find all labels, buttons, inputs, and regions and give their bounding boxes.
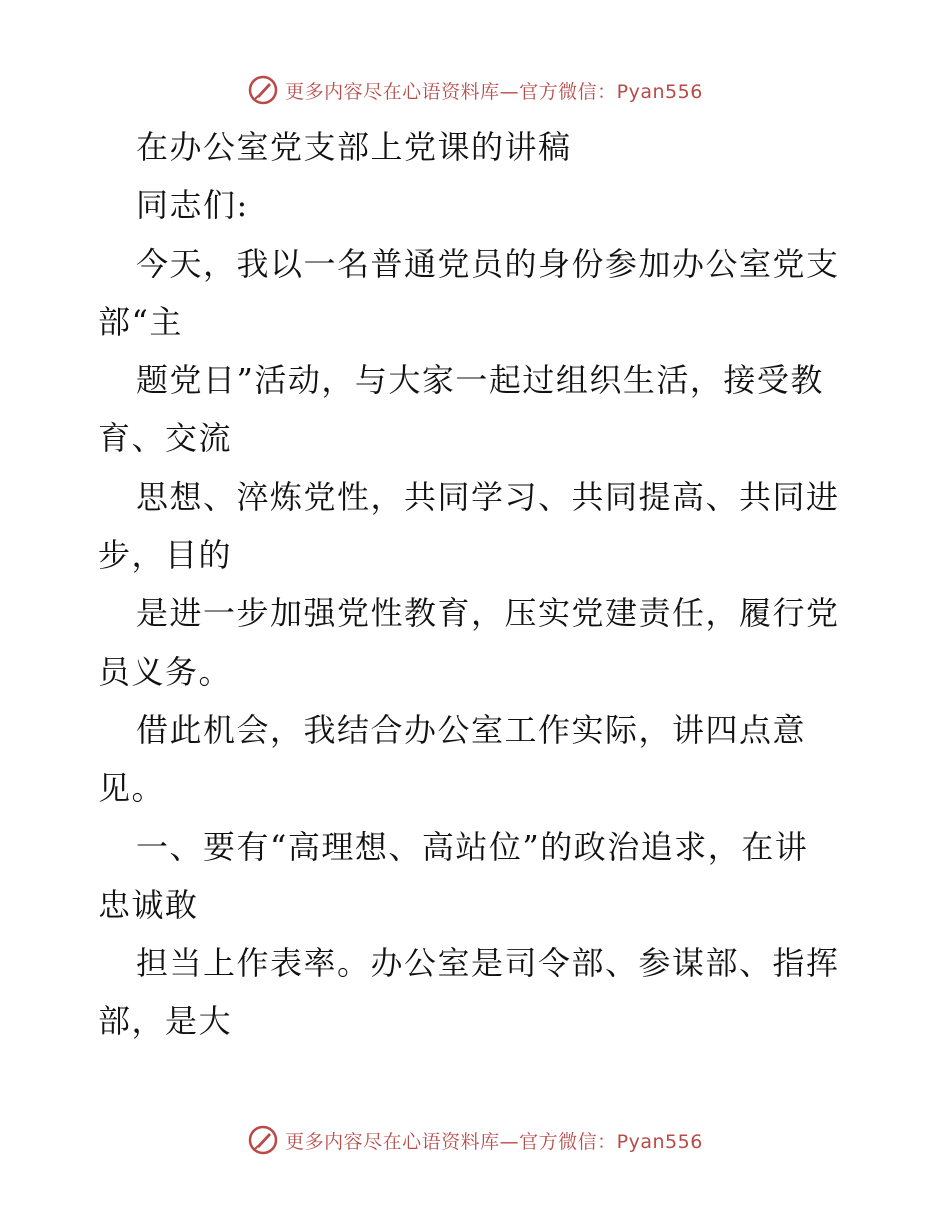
header-banner-text: 更多内容尽在心语资料库—官方微信：Pyan556 (285, 80, 703, 103)
header-banner (0, 70, 950, 110)
paragraph-line: 忠诚敢 (98, 885, 199, 924)
quill-pen-icon (247, 1124, 279, 1156)
document-title: 在办公室党支部上党课的讲稿 (136, 128, 572, 166)
footer-banner-text: 更多内容尽在心语资料库—官方微信：Pyan556 (285, 1130, 703, 1153)
paragraph-line: 同志们: (136, 186, 249, 225)
quill-pen-icon (247, 74, 279, 106)
paragraph-line: 见。 (98, 769, 166, 808)
paragraph-line: 担当上作表率。办公室是司令部、参谋部、指挥 (136, 944, 840, 983)
paragraph-line: 员义务。 (98, 652, 233, 691)
footer-banner (0, 1120, 950, 1160)
paragraph-line: 今天，我以一名普通党员的身份参加办公室党支 (136, 244, 840, 283)
paragraph-line: 是进一步加强党性教育，压实党建责任，履行党 (136, 594, 840, 633)
paragraph-line: 借此机会，我结合办公室工作实际，讲四点意 (136, 710, 807, 749)
paragraph-line: 思想、淬炼党性，共同学习、共同提高、共同进 (136, 477, 840, 516)
paragraph-line: 题党日”活动，与大家一起过组织生活，接受教 (136, 361, 824, 400)
paragraph-line: 部“主 (98, 302, 183, 341)
paragraph-line: 一、要有“高理想、高站位”的政治追求，在讲 (136, 827, 809, 866)
paragraph-line: 部，是大 (98, 1002, 233, 1041)
paragraph-line: 育、交流 (98, 419, 233, 458)
paragraph-line: 步，目的 (98, 536, 233, 575)
document-body (98, 118, 858, 1051)
